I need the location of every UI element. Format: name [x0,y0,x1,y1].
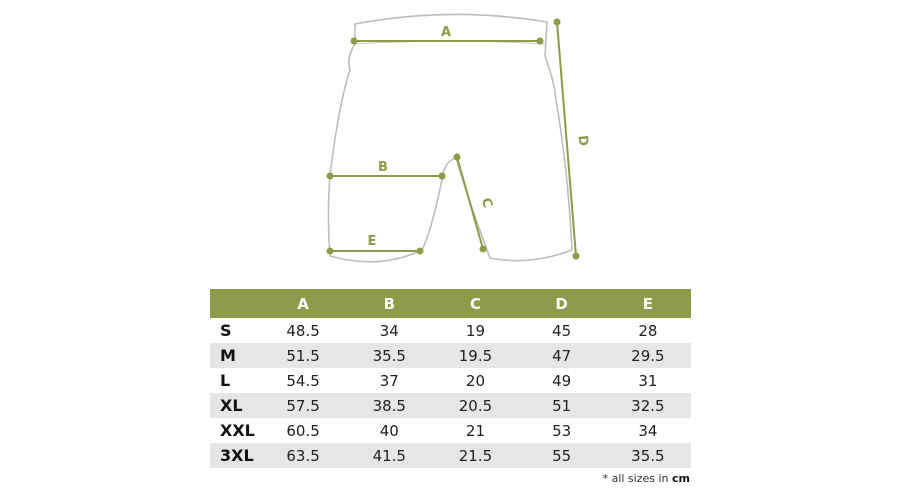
cell-c: 20 [432,368,518,393]
cell-b: 34 [346,318,432,343]
cell-e: 35.5 [605,443,691,468]
header-size [210,289,260,318]
cell-a: 63.5 [260,443,346,468]
label-a: A [440,25,452,40]
cell-b: 35.5 [346,343,432,368]
cell-a: 48.5 [260,318,346,343]
cell-c: 21 [432,418,518,443]
cell-a: 57.5 [260,393,346,418]
size-label: XL [210,393,260,418]
cell-d: 45 [519,318,605,343]
cell-c: 21.5 [432,443,518,468]
table-row [210,443,691,468]
size-label: S [210,318,260,343]
cell-d: 55 [519,443,605,468]
table-row [210,318,691,343]
cell-d: 49 [519,368,605,393]
size-label: M [210,343,260,368]
cell-a: 51.5 [260,343,346,368]
cell-c: 19 [432,318,518,343]
cell-b: 37 [346,368,432,393]
footnote-text: * all sizes in [602,472,669,485]
header-a: A [297,294,309,313]
cell-e: 29.5 [605,343,691,368]
cell-b: 40 [346,418,432,443]
cell-e: 31 [605,368,691,393]
size-label: XXL [210,418,260,443]
header-e: E [642,294,653,313]
cell-c: 19.5 [432,343,518,368]
cell-d: 53 [519,418,605,443]
header-c: C [469,294,481,313]
cell-e: 32.5 [605,393,691,418]
table-row [210,393,691,418]
label-d: D [574,134,591,147]
footnote-unit: cm [672,472,690,485]
size-chart-table [210,289,691,468]
header-d: D [555,294,568,313]
table-header-row [210,289,691,318]
shorts-outline [328,14,572,261]
cell-e: 28 [605,318,691,343]
cell-d: 51 [519,393,605,418]
size-label: L [210,368,260,393]
cell-a: 54.5 [260,368,346,393]
cell-d: 47 [519,343,605,368]
table-row [210,343,691,368]
size-label: 3XL [210,443,260,468]
table-row [210,368,691,393]
label-b: B [378,160,388,175]
cell-c: 20.5 [432,393,518,418]
units-footnote [603,472,690,485]
cell-b: 38.5 [346,393,432,418]
label-c: C [477,196,495,210]
table-row [210,418,691,443]
cell-e: 34 [605,418,691,443]
label-e: E [367,234,377,249]
cell-b: 41.5 [346,443,432,468]
cell-a: 60.5 [260,418,346,443]
header-b: B [383,294,395,313]
